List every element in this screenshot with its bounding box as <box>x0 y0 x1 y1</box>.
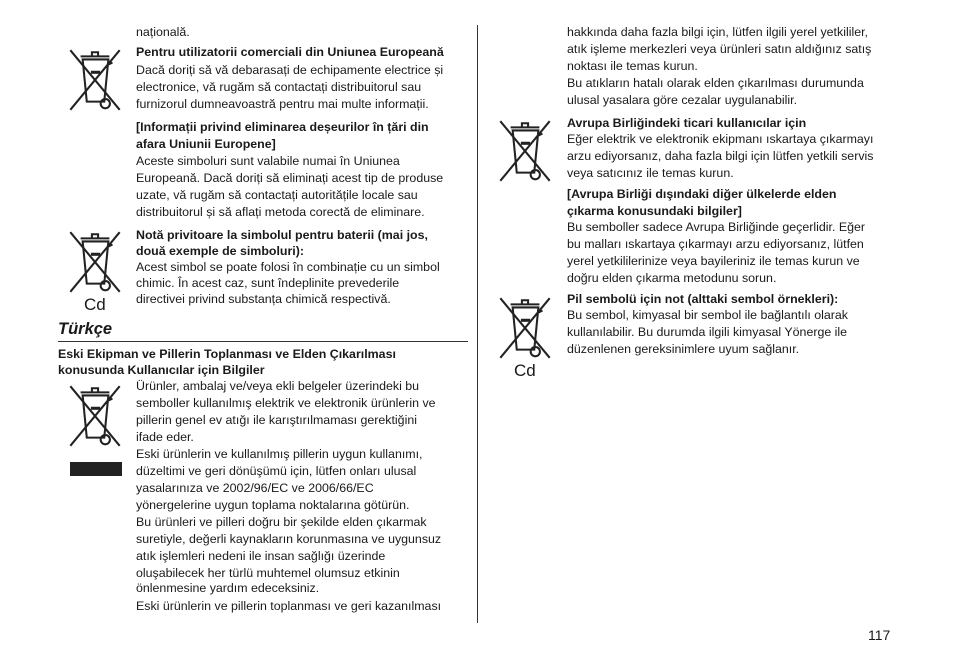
intro-tail: națională. <box>136 25 190 39</box>
right-eu-commercial-title: Avrupa Birliğindeki ticari kullanıcılar için <box>567 116 807 130</box>
right-battery-title: Pil sembolü için not (alttaki sembol örnekleri): <box>567 292 839 306</box>
page-number: 117 <box>868 627 891 643</box>
right-non-eu-title: [Avrupa Birliği dışındaki diğer ülkelerde elden <box>567 187 837 201</box>
tr-line: semboller kullanılmış elektrik ve elektronik ürünlerin ve <box>136 396 436 410</box>
tr-title: konusunda Kullanıcılar için Bilgiler <box>58 363 265 377</box>
tr-line: suretiyle, değerli kaynakların korunmasına ve uygunsuz <box>136 532 442 546</box>
tr-line: önlenmesine yardım edeceksiniz. <box>136 581 320 595</box>
tr-line: yönergelerine uygun toplama noktalarına götürün. <box>136 498 410 512</box>
tr-line: Ürünler, ambalaj ve/veya ekli belgeler üzerindeki bu <box>136 379 420 393</box>
right-battery-line: Bu sembol, kimyasal bir sembol ile bağlantılı olarak <box>567 308 848 322</box>
tr-line: Eski ürünlerin ve pillerin toplanması ve geri kazanılması <box>136 599 442 613</box>
battery-title: Notă privitoare la simbolul pentru baterii (mai jos, <box>136 228 428 242</box>
crossed-bin-icon <box>64 226 126 298</box>
section-heading: Türkçe <box>58 320 113 338</box>
battery-line: Acest simbol se poate folosi în combinație cu un simbol <box>136 260 440 274</box>
tr-line: yasalarınıza ve 2002/96/EC ve 2006/66/EC <box>136 481 374 495</box>
battery-line: chimic. În acest caz, sunt îndeplinite prevederile <box>136 276 400 290</box>
black-bar <box>70 462 122 476</box>
crossed-bin-icon <box>64 380 126 452</box>
crossed-bin-icon <box>494 115 556 187</box>
right-battery-line: düzenlenen gereksinimlere uyum sağlanır. <box>567 342 800 356</box>
column-divider <box>477 25 478 623</box>
tr-line: Eski ürünlerin ve kullanılmış pillerin uygun kullanımı, <box>136 447 423 461</box>
right-eu-commercial-line: veya satıcınız ile temas kurun. <box>567 166 734 180</box>
right-non-eu-line: Bu semboller sadece Avrupa Birliğinde geçerlidir. Eğer <box>567 220 865 234</box>
battery-title: două exemple de simboluri): <box>136 244 304 258</box>
non-eu-line: uzate, vă rugăm să contactați autoritățile locale sau <box>136 188 418 202</box>
right-battery-line: kullanılabilir. Bu durumda ilgili kimyasal Yönerge ile <box>567 325 848 339</box>
right-non-eu-line: bu malları ıskartaya çıkarmayı arzu ediyorsanız, lütfen <box>567 237 864 251</box>
crossed-bin-icon <box>64 44 126 116</box>
right-non-eu-line: yerel yetkililerinize veya bayileriniz ile temas kurun ve <box>567 254 860 268</box>
tr-line: düzeltimi ve geri dönüşümü için, lütfen onları ulusal <box>136 464 417 478</box>
section-rule <box>58 341 468 342</box>
non-eu-line: distribuitorul și să aflați metoda corectă de eliminare. <box>136 205 425 219</box>
right-intro-line: hakkında daha fazla bilgi için, lütfen ilgili yerel yetkililer, <box>567 25 868 39</box>
right-non-eu-line: doğru elden çıkarma metodunu sorun. <box>567 271 777 285</box>
eu-commercial-title: Pentru utilizatorii comerciali din Uniunea Europeană <box>136 45 444 59</box>
right-non-eu-title: çıkarma konusundaki bilgiler] <box>567 204 742 218</box>
tr-line: oluşabilecek her türlü muhtemel olumsuz etkinin <box>136 566 400 580</box>
non-eu-title: afara Uniunii Europene] <box>136 137 276 151</box>
cd-chemical-label: Cd <box>514 361 536 380</box>
tr-line: atık işlemleri nedeni ile insan sağlığı üzerinde <box>136 549 386 563</box>
non-eu-line: Aceste simboluri sunt valabile numai în Uniunea <box>136 154 400 168</box>
cd-chemical-label: Cd <box>84 295 106 314</box>
right-intro-line: ulusal yasalara göre cezalar uygulanabilir. <box>567 93 798 107</box>
battery-line: directivei privind substanța chimică respectivă. <box>136 292 391 306</box>
eu-commercial-line: Dacă doriți să vă debarasați de echipamente electrice și <box>136 63 444 77</box>
right-intro-line: atık işleme merkezleri veya ürünleri satın aldığınız satış <box>567 42 872 56</box>
right-intro-line: noktası ile temas kurun. <box>567 59 698 73</box>
tr-title: Eski Ekipman ve Pillerin Toplanması ve Elden Çıkarılması <box>58 347 396 361</box>
eu-commercial-line: electronice, vă rugăm să contactați distribuitorul sau <box>136 80 422 94</box>
tr-line: Bu ürünleri ve pilleri doğru bir şekilde elden çıkarmak <box>136 515 427 529</box>
right-eu-commercial-line: Eğer elektrik ve elektronik ekipmanı ıskartaya çıkarmayı <box>567 132 874 146</box>
eu-commercial-line: furnizorul dumneavoastră pentru mai multe informații. <box>136 97 429 111</box>
non-eu-title: [Informații privind eliminarea deșeurilor în țări din <box>136 120 429 134</box>
tr-line: ifade eder. <box>136 430 194 444</box>
non-eu-line: Europeană. Dacă doriți să eliminați acest tip de produse <box>136 171 444 185</box>
tr-line: pillerin genel ev atığı ile karıştırılmaması gerektiğini <box>136 413 417 427</box>
crossed-bin-icon <box>494 292 556 364</box>
right-intro-line: Bu atıkların hatalı olarak elden çıkarılması durumunda <box>567 76 864 90</box>
right-eu-commercial-line: arzu ediyorsanız, daha fazla bilgi için lütfen yetkili servis <box>567 149 874 163</box>
